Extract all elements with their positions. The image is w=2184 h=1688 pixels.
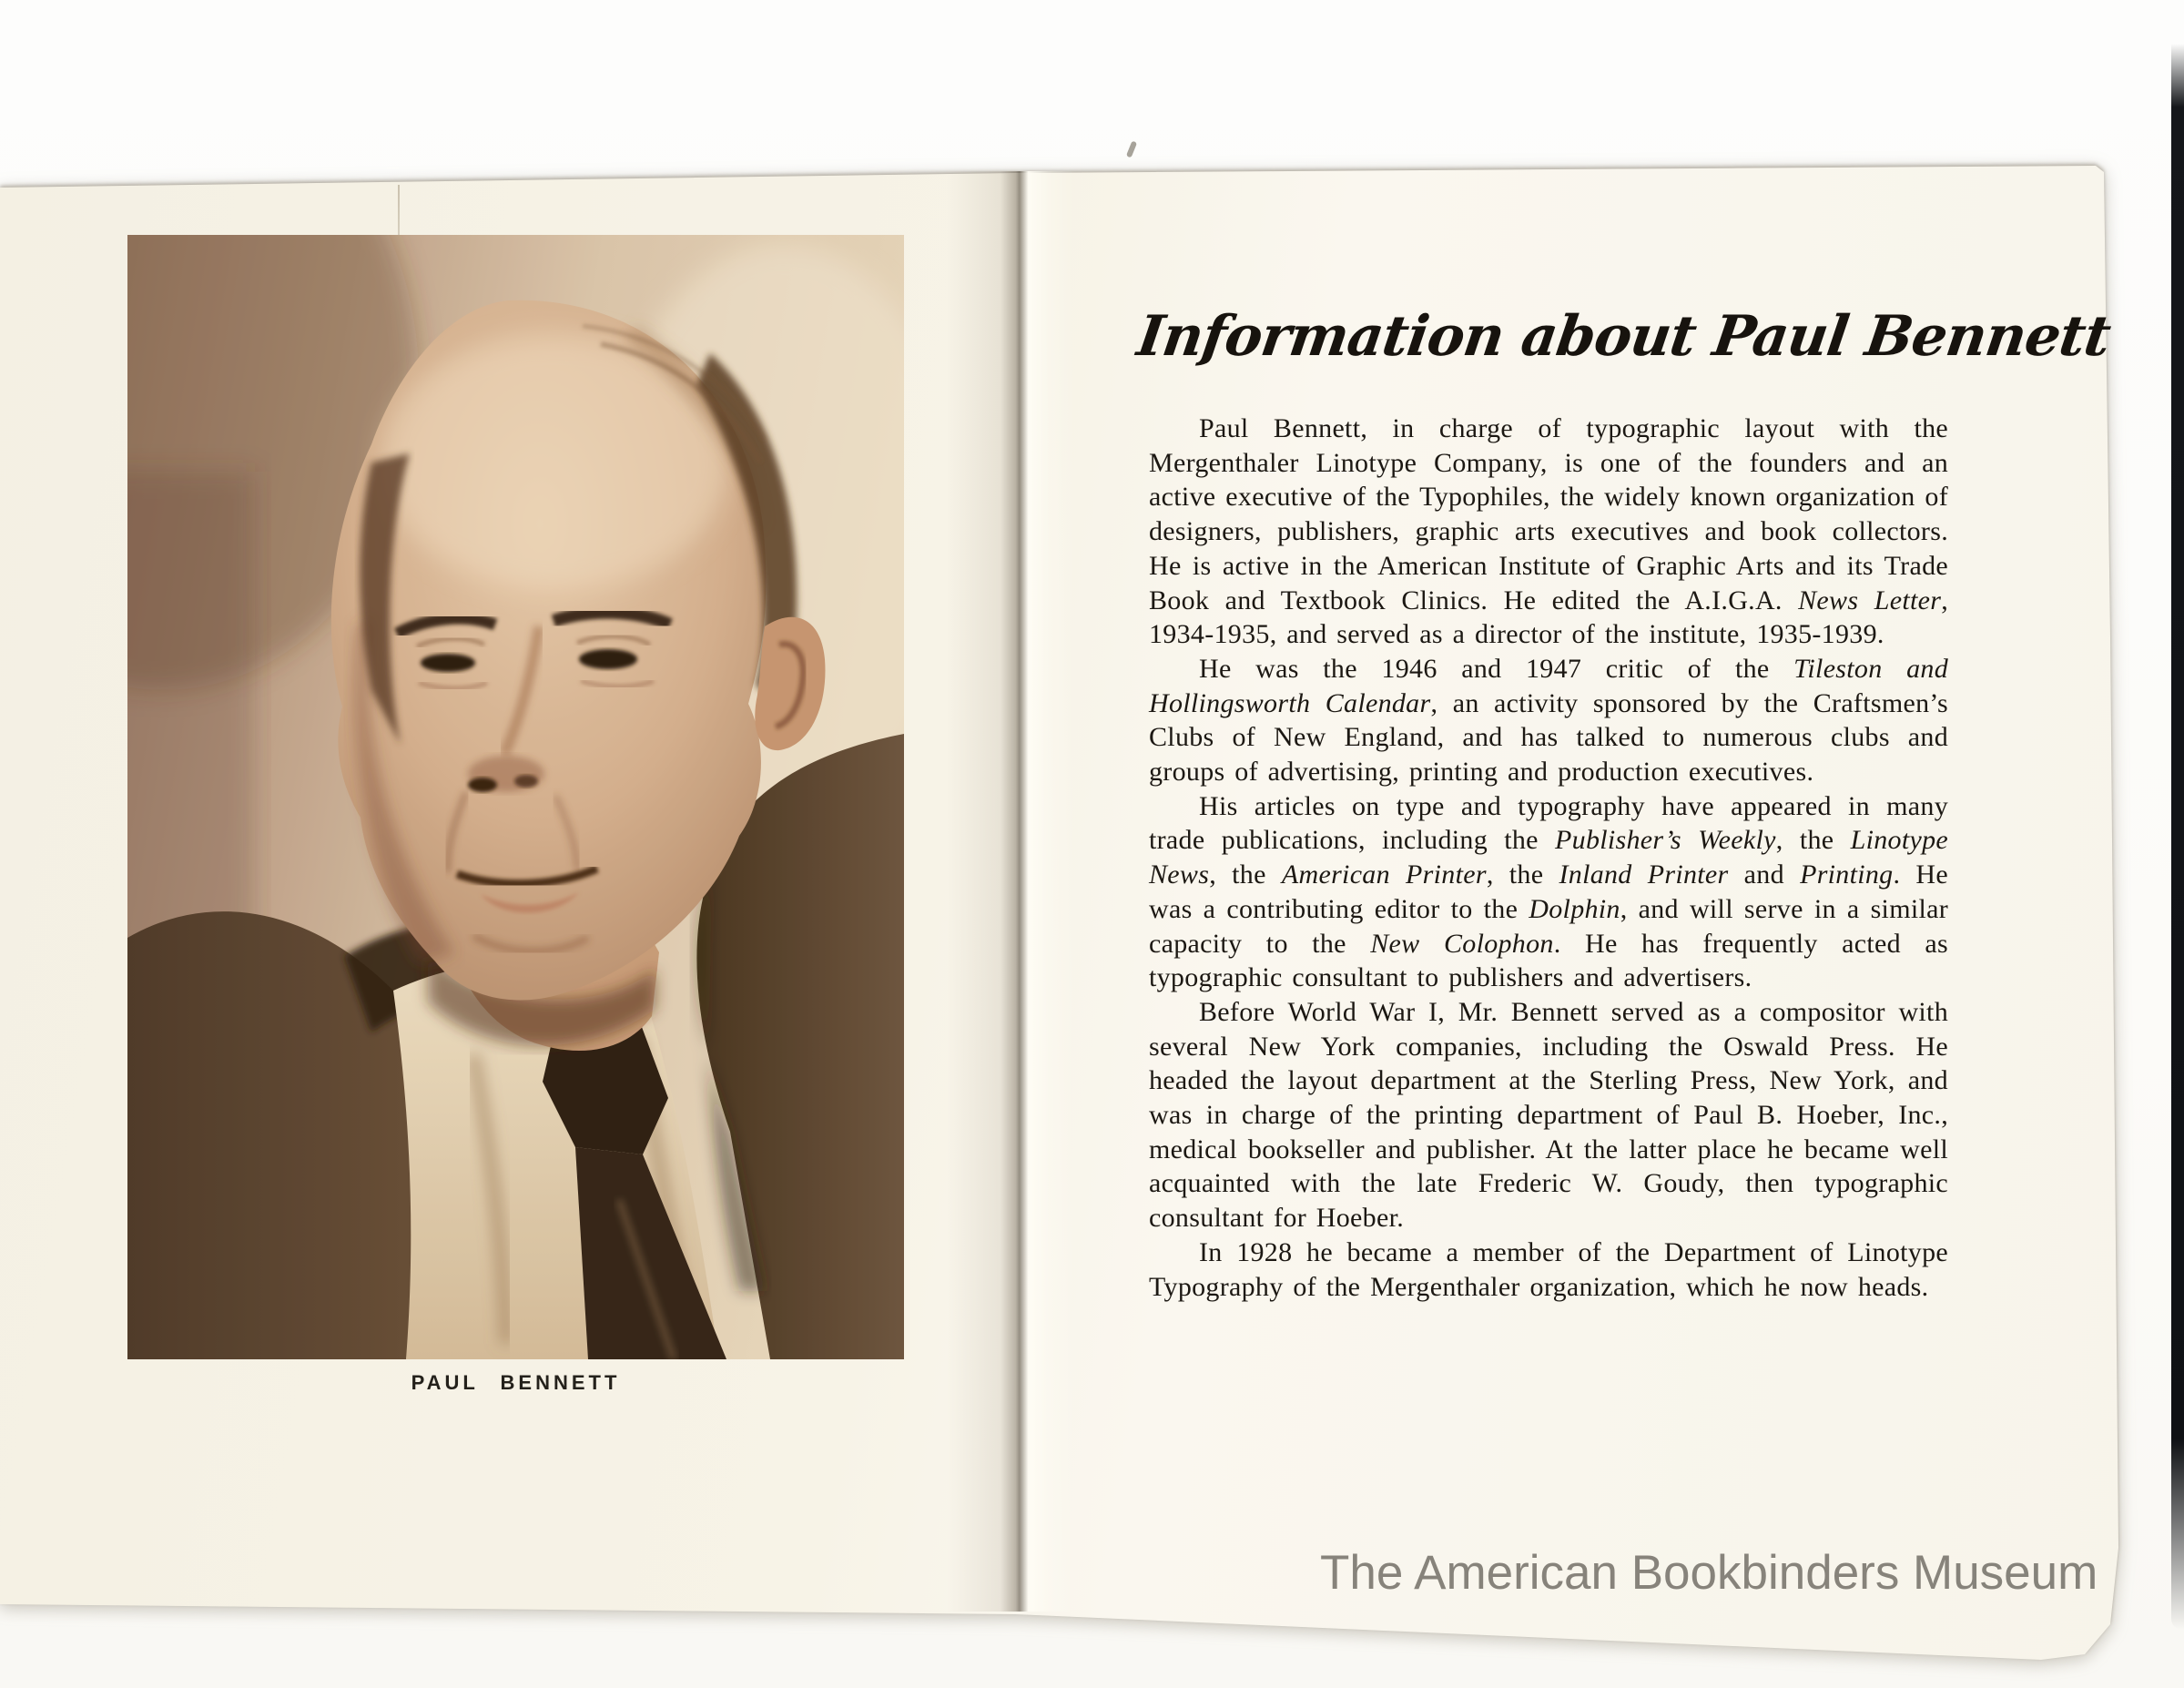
paragraph: His articles on type and typography have appeared in many trade publications, including the Publisher’s Weekly, the Linotype News, the American Printer, the Inland Printer and Printing. He was a contributing editor to the Dolphin, and will serve in a similar capacity to the New Colophon. He has frequently acted as typographic consultant to publishers and advertisers. (1149, 790, 1949, 993)
page-title: Information about Paul Bennett (1133, 304, 2115, 369)
paragraph: Paul Bennett, in charge of typographic layout with the Mergenthaler Linotype Company, is one of the founders and an active executive of the Typophiles, the widely known organization of designers, publishers, graphic arts executives and book collectors. He is active in the American Institute of Graphic Arts and its Trade Book and Textbook Clinics. He edited the A.I.G.A. News Letter, 1934-1935, and served as a director of the institute, 1935-1939. (1149, 413, 1948, 650)
portrait-photo-illustration (127, 235, 904, 1359)
portrait-photo (127, 235, 904, 1359)
paragraph: He was the 1946 and 1947 critic of the Tileston and Hollingsworth Calendar, an activity sponsored by the Craftsmen’s Clubs of New England, and has talked to numerous clubs and groups of advertising, printing and production executives. (1149, 653, 1948, 788)
body-paragraphs (1149, 412, 1948, 1304)
museum-watermark: The American Bookbinders Museum (1320, 1546, 2098, 1600)
paragraph: In 1928 he became a member of the Department of Linotype Typography of the Mergenthaler organization, which he now heads. (1149, 1236, 1948, 1302)
paragraph: Before World War I, Mr. Bennett served as a compositor with several New York companies, including the Oswald Press. He headed the layout department at the Sterling Press, New York, and was in charge of the printing department of Paul B. Hoeber, Inc., medical bookseller and publisher. At the latter place he became well acquainted with the late Frederic W. Goudy, then typographic consultant for Hoeber. (1149, 996, 1948, 1234)
page-fold (947, 171, 1074, 1612)
photo-caption: PAUL BENNETT (411, 1371, 621, 1394)
